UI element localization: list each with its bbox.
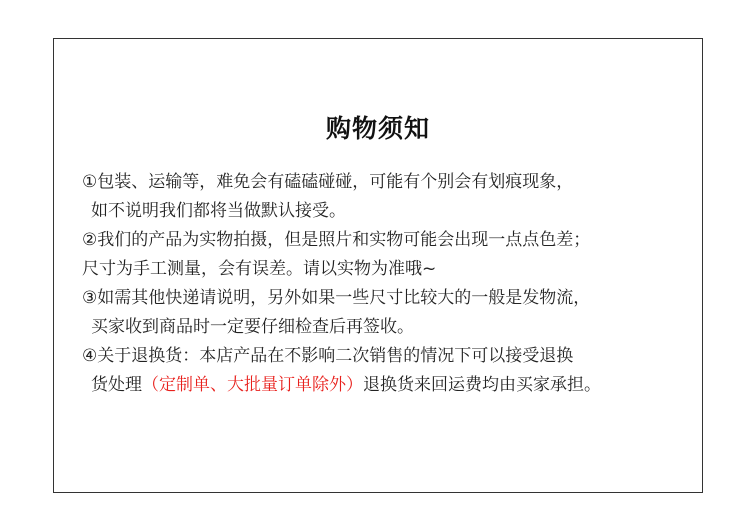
- notice-list: [82, 168, 692, 400]
- notice-item-2-line-1: ②我们的产品为实物拍摄，但是照片和实物可能会出现一点点色差；: [82, 230, 591, 250]
- notice-item-1-line-2: 如不说明我们都将当做默认接受。: [91, 201, 346, 221]
- notice-item-4-suffix: 退换货来回运费均由买家承担。: [363, 375, 601, 395]
- notice-item-3: [82, 284, 692, 342]
- notice-item-4: [82, 342, 692, 400]
- notice-item-4-line-1: ④关于退换货：本店产品在不影响二次销售的情况下可以接受退换: [82, 346, 574, 366]
- notice-item-3-line-1: ③如需其他快递请说明，另外如果一些尺寸比较大的一般是发物流，: [82, 288, 591, 308]
- notice-item-2-line-2: 尺寸为手工测量，会有误差。请以实物为准哦~: [82, 259, 437, 279]
- notice-item-1: [82, 168, 692, 226]
- notice-box: [53, 38, 703, 493]
- notice-item-1-line-1: ①包装、运输等，难免会有磕磕碰碰，可能有个别会有划痕现象，: [82, 172, 574, 192]
- notice-item-2: [82, 226, 692, 284]
- notice-item-4-prefix: 货处理: [91, 375, 142, 395]
- notice-item-4-exception-note: （定制单、大批量订单除外）: [142, 375, 363, 395]
- notice-item-3-line-2: 买家收到商品时一定要仔细检查后再签收。: [91, 317, 414, 337]
- notice-item-4-line-2: [82, 371, 692, 400]
- notice-title: 购物须知: [325, 114, 430, 143]
